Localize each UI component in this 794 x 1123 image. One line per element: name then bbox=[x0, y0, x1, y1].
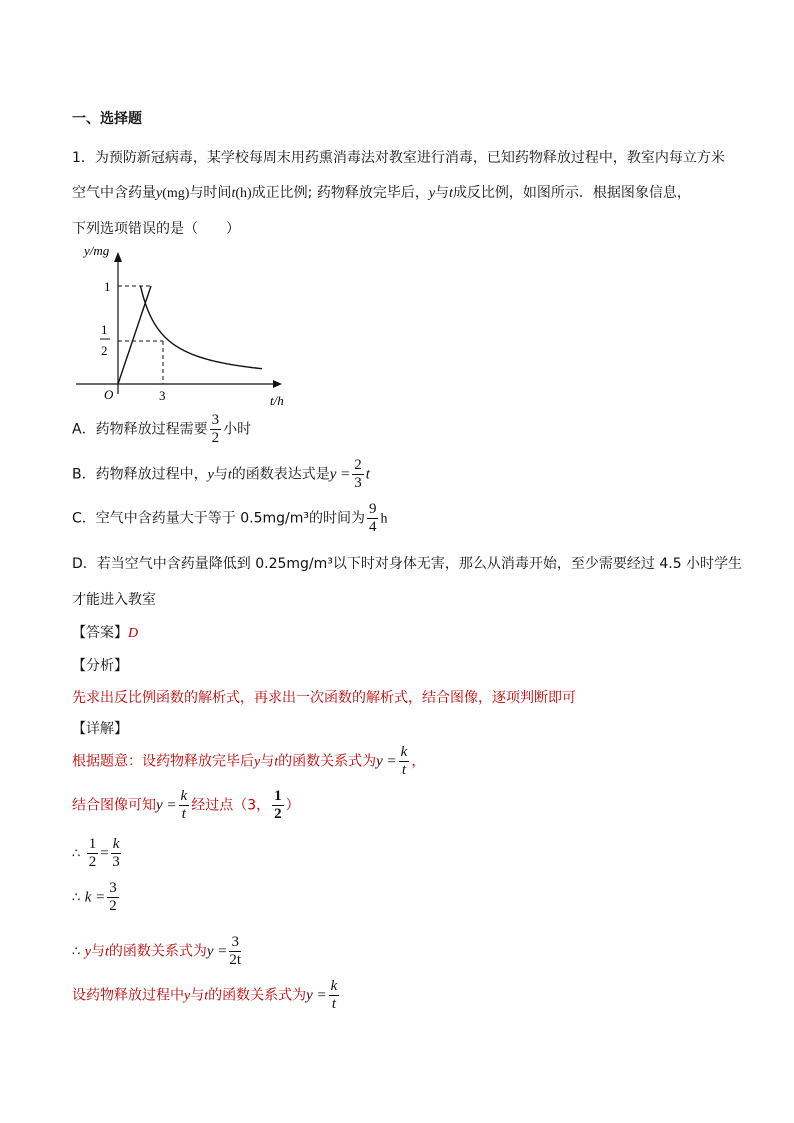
denominator: 3 bbox=[354, 475, 362, 491]
option-a bbox=[72, 412, 251, 447]
var-t: t bbox=[104, 944, 109, 960]
tick-label-3: 3 bbox=[159, 388, 166, 403]
fraction bbox=[111, 836, 122, 871]
fraction bbox=[107, 880, 119, 915]
denominator: 2 bbox=[274, 806, 282, 822]
fraction bbox=[179, 788, 190, 823]
text-span: ） bbox=[285, 797, 300, 814]
unit-mg: (mg) bbox=[162, 186, 190, 201]
detail-line-1 bbox=[72, 744, 425, 779]
text-span: 的函数关系式为 bbox=[108, 943, 207, 960]
tick-label-half-numerator: 1 bbox=[101, 322, 108, 337]
unit-h: (h) bbox=[235, 186, 252, 201]
var-t: t bbox=[274, 754, 279, 770]
text-span: 成正比例; 药物释放完毕后， bbox=[251, 185, 429, 201]
y-axis-label: y/mg bbox=[84, 243, 110, 258]
var-y: y bbox=[156, 186, 163, 201]
therefore-symbol: ∴ bbox=[72, 890, 81, 906]
text-span: 与 bbox=[435, 185, 450, 201]
text-span: 的函数表达式是 bbox=[231, 466, 330, 483]
fraction bbox=[210, 412, 222, 447]
numerator: 2 bbox=[354, 457, 362, 473]
tick-label-1: 1 bbox=[104, 279, 111, 294]
numerator: k bbox=[330, 978, 338, 994]
text-span: 根据题意：设药物释放完毕后 bbox=[72, 753, 254, 770]
option-d-line-2: 才能进入教室 bbox=[72, 592, 156, 608]
origin-label: O bbox=[104, 387, 114, 402]
x-axis-arrow-icon bbox=[273, 380, 282, 388]
text-span: 与 bbox=[260, 753, 275, 770]
denominator: t bbox=[401, 762, 407, 778]
x-axis-label: t/h bbox=[270, 393, 284, 408]
text-span: 成反比例，如图所示．根据图象信息， bbox=[452, 185, 691, 201]
detail-label: 【详解】 bbox=[72, 721, 128, 737]
analysis-label: 【分析】 bbox=[72, 658, 128, 674]
text-span: 与 bbox=[190, 987, 205, 1004]
option-d-line-1: D．若当空气中含药量降低到 0.25mg/m³以下时对身体无害，那么从消毒开始，至少需要经过 4.5 小时学生 bbox=[72, 556, 743, 572]
numerator: k bbox=[112, 836, 120, 852]
numerator: k bbox=[400, 744, 408, 760]
equation-lhs: y = bbox=[329, 466, 351, 483]
var-t: t bbox=[231, 186, 236, 201]
y-axis-arrow-icon bbox=[114, 252, 122, 262]
numerator: 3 bbox=[211, 412, 220, 428]
denominator: 2 bbox=[211, 430, 220, 446]
fraction bbox=[399, 744, 410, 779]
section-title: 一、选择题 bbox=[72, 111, 142, 127]
var-y: y bbox=[254, 754, 261, 770]
detail-line-4 bbox=[72, 880, 121, 915]
denominator: 2 bbox=[109, 898, 117, 914]
var-t: t bbox=[204, 988, 209, 1004]
question-line-1: 1．为预防新冠病毒，某学校每周末用药熏消毒法对教室进行消毒，已知药物释放过程中，教室内每立方米 bbox=[72, 150, 725, 166]
answer-label: 【答案】 bbox=[72, 625, 128, 641]
numerator: 3 bbox=[229, 934, 241, 952]
fraction bbox=[329, 978, 340, 1013]
option-a-text: A．药物释放过程需要 bbox=[72, 421, 208, 438]
text-span: 经过点（3， bbox=[191, 797, 271, 814]
denominator: 2t bbox=[229, 952, 242, 968]
numerator: 3 bbox=[109, 880, 117, 896]
tick-label-half-denominator: 2 bbox=[101, 343, 108, 358]
therefore-symbol: ∴ bbox=[72, 944, 81, 960]
text-span: 与 bbox=[90, 943, 105, 960]
denominator: t bbox=[331, 996, 337, 1012]
function-graph bbox=[72, 240, 292, 415]
therefore-symbol: ∴ bbox=[72, 846, 81, 862]
var-y: y bbox=[428, 186, 436, 201]
question-line-2 bbox=[72, 182, 691, 202]
numerator: k bbox=[180, 788, 188, 804]
numerator: 1 bbox=[88, 836, 97, 852]
var-y: y bbox=[207, 467, 214, 483]
equation-lhs: y = bbox=[206, 943, 228, 960]
denominator: t bbox=[181, 806, 186, 822]
equation-lhs: y = bbox=[156, 797, 177, 814]
option-b bbox=[72, 457, 370, 492]
fraction bbox=[352, 457, 364, 492]
detail-line-6 bbox=[72, 978, 341, 1013]
var-t: t bbox=[227, 467, 232, 483]
numerator: 1 bbox=[274, 788, 282, 804]
option-c-text: C．空气中含药量大于等于 0.5mg/m³的时间为 bbox=[72, 510, 365, 527]
text-span: 设药物释放过程中 bbox=[72, 987, 184, 1004]
answer-line bbox=[72, 622, 138, 642]
text-span: 与 bbox=[213, 466, 228, 483]
numerator: 9 bbox=[368, 501, 377, 517]
denominator: 4 bbox=[368, 519, 377, 535]
fraction bbox=[367, 501, 379, 536]
option-a-text-end: 小时 bbox=[223, 421, 252, 438]
text-span: 结合图像可知 bbox=[72, 797, 156, 814]
equation-lhs: k = bbox=[84, 889, 106, 906]
detail-line-2 bbox=[72, 788, 300, 823]
text-span: 的函数关系式为 bbox=[208, 987, 307, 1004]
equation-lhs: y = bbox=[376, 753, 397, 770]
option-b-text: B．药物释放过程中， bbox=[72, 466, 208, 483]
denominator: 3 bbox=[112, 854, 120, 870]
text-span: ， bbox=[411, 753, 426, 770]
fraction bbox=[272, 788, 284, 823]
detail-line-5 bbox=[72, 934, 243, 969]
detail-line-3 bbox=[72, 836, 123, 871]
text-span: 与时间 bbox=[189, 185, 232, 201]
unit-h: h bbox=[380, 511, 388, 527]
text-span: 空气中含药量 bbox=[72, 185, 156, 201]
var-t: t bbox=[365, 466, 370, 483]
var-t: t bbox=[449, 186, 453, 201]
equation-lhs: y = bbox=[306, 987, 327, 1004]
answer-value: D bbox=[128, 626, 139, 641]
var-y: y bbox=[84, 944, 91, 960]
fraction bbox=[87, 836, 99, 871]
question-line-3: 下列选项错误的是（ ） bbox=[72, 221, 240, 237]
linear-segment bbox=[118, 286, 151, 384]
fraction bbox=[229, 934, 241, 969]
option-c bbox=[72, 501, 387, 536]
var-y: y bbox=[184, 988, 191, 1004]
equals-sign: = bbox=[100, 845, 109, 862]
analysis-text: 先求出反比例函数的解析式，再求出一次函数的解析式，结合图像，逐项判断即可 bbox=[72, 690, 576, 706]
text-span: 的函数关系式为 bbox=[278, 753, 377, 770]
inverse-curve bbox=[141, 286, 263, 369]
denominator: 2 bbox=[88, 854, 97, 870]
